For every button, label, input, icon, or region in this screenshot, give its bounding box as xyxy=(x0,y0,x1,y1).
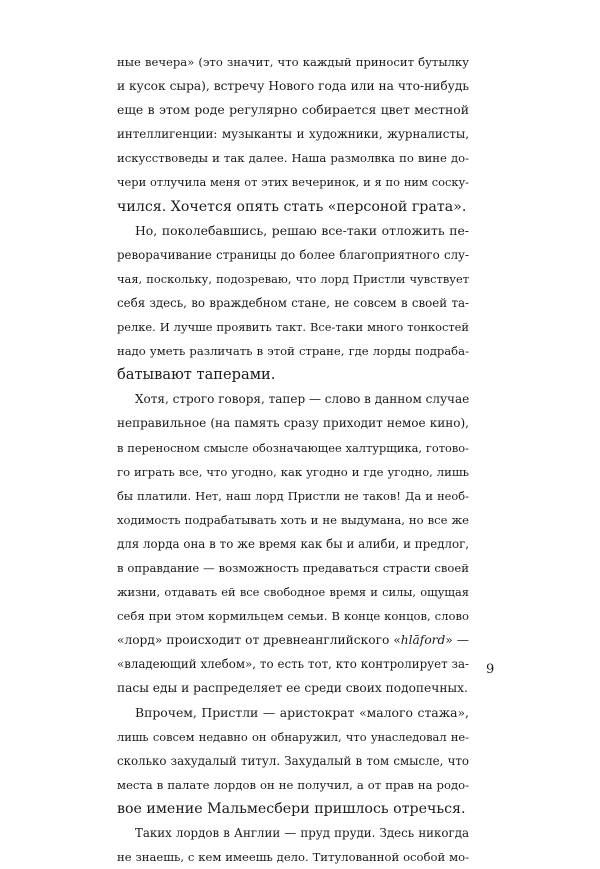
text-line: ходимость подрабатывать хоть и не выдумана, но все же xyxy=(117,512,469,527)
text-line: не знаешь, с кем имеешь дело. Титулованной особой мо- xyxy=(117,850,469,865)
text-line: чая, поскольку, подозреваю, что лорд Пристли чувствует xyxy=(117,271,469,286)
text-line: пасы еды и распределяет ее среди своих подопечных. xyxy=(117,681,468,696)
text-line: интеллигенции: музыканты и художники, журналисты, xyxy=(117,127,469,142)
text-line: релке. И лучше проявить такт. Все-таки много тонкостей xyxy=(117,320,469,335)
text-line: в переносном смысле обозначающее халтурщика, готово- xyxy=(117,440,469,455)
text-line: и кусок сыра), встречу Нового года или на что-нибудь xyxy=(117,79,469,94)
text-line: себя здесь, во враждебном стане, не совсем в своей та- xyxy=(117,295,469,310)
text-line: вое имение Мальмесбери пришлось отречься. xyxy=(117,800,466,817)
text-line: Впрочем, Пристли — аристократ «малого стажа», xyxy=(135,704,469,720)
text-line: жизни, отдавать ей все свободное время и силы, ощущая xyxy=(117,585,469,600)
text-line: Но, поколебавшись, решаю все-таки отложить пе- xyxy=(135,222,469,238)
text-line: «лорд» происходит от древнеанглийского «hlāford» — xyxy=(117,633,469,648)
text-line: лишь совсем недавно он обнаружил, что унаследовал не- xyxy=(117,729,469,744)
text-line: еще в этом роде регулярно собирается цвет местной xyxy=(117,102,469,118)
text-line: батывают таперами. xyxy=(117,366,276,384)
text-line: надо уметь различать в этой стране, где лорды подраба- xyxy=(117,344,469,359)
text-line: чился. Хочется опять стать «персоной грата». xyxy=(117,198,467,215)
text-line: в оправдание — возможность предаваться страсти своей xyxy=(117,560,469,575)
text-line: «владеющий хлебом», то есть тот, кто контролирует за- xyxy=(117,657,469,672)
text-line: бы платили. Нет, наш лорд Пристли не таков! Да и необ- xyxy=(117,488,469,503)
text-line: искусствоведы и так далее. Наша размолвка по вине до- xyxy=(117,151,469,166)
text-line: чери отлучила меня от этих вечеринок, и я по ним соску- xyxy=(117,175,469,190)
text-line: реворачивание страницы до более благоприятного слу- xyxy=(117,247,469,262)
page-number: 9 xyxy=(486,662,495,677)
text-line: ные вечера» (это значит, что каждый приносит бутылку xyxy=(117,55,469,69)
text-line: для лорда она в то же время как бы и алиби, и предлог, xyxy=(117,536,469,551)
text-line: Хотя, строго говоря, тапер — слово в данном случае xyxy=(135,392,470,407)
text-line: места в палате лордов он не получил, а от прав на родо- xyxy=(117,777,469,792)
text-line: сколько захудалый титул. Захудалый в том смысле, что xyxy=(117,753,469,768)
text-line: Таких лордов в Англии — пруд пруди. Здесь никогда xyxy=(135,826,469,840)
text-line: себя при этом кормильцем семьи. В конце концов, слово xyxy=(117,609,469,624)
page-body xyxy=(117,50,469,869)
text-line: неправильное (на память сразу приходит немое кино), xyxy=(117,416,469,431)
text-line: го играть все, что угодно, как угодно и где угодно, лишь xyxy=(117,464,469,479)
